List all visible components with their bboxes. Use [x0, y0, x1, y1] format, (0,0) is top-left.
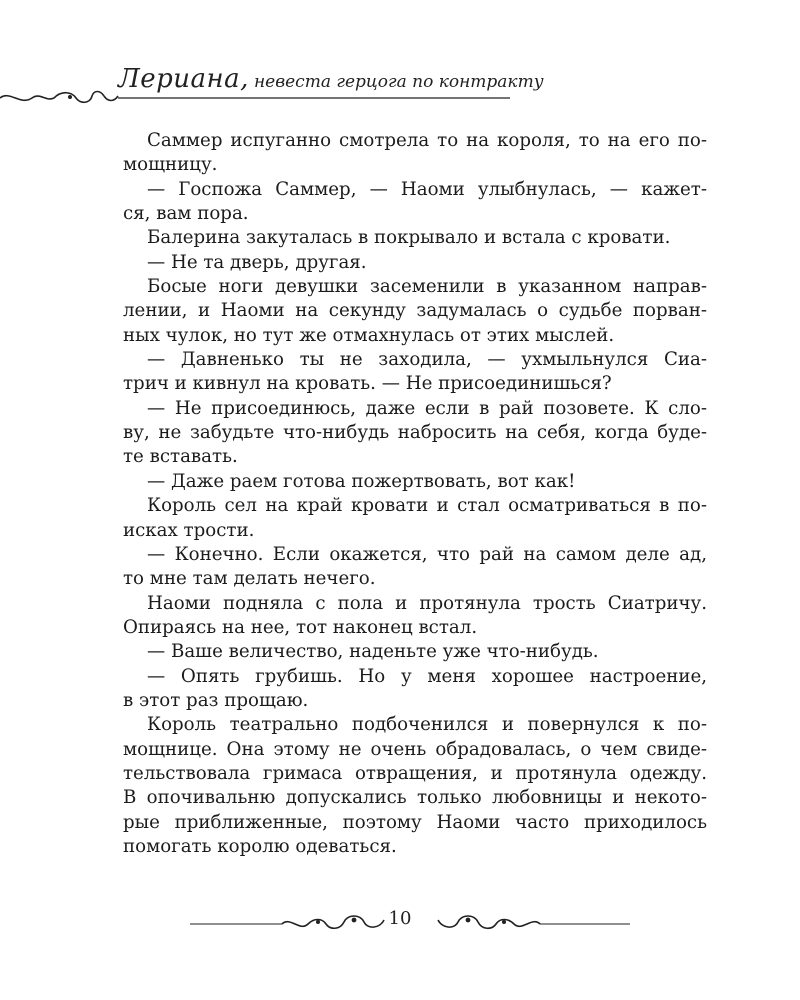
text-line: — Опять грубишь. Но у меня хорошее настроение, — [147, 665, 707, 687]
book-title — [118, 64, 544, 94]
text-line: Босые ноги девушки засеменили в указанном направ- — [147, 276, 707, 298]
text-line: — Давненько ты не заходила, — ухмыльнулся Сиа- — [147, 349, 707, 371]
text-line: — Ваше величество, наденьте уже что-нибудь. — [147, 641, 599, 663]
text-line: В опочивальню допускались только любовницы и некото- — [123, 787, 707, 809]
text-line: ву, не забудьте что-нибудь набросить на себя, когда буде- — [123, 422, 707, 444]
text-line: — Даже раем готова пожертвовать, вот как! — [147, 470, 576, 492]
text-line: — Не присоединюсь, даже если в рай позовете. К сло- — [147, 397, 707, 419]
text-line: мощнице. Она этому не очень обрадовалась, о чем свиде- — [123, 738, 707, 760]
text-line: тельствовала гримаса отвращения, и протянула одежду. — [123, 762, 707, 784]
text-line: в этот раз прощаю. — [123, 689, 309, 711]
page-footer — [0, 908, 800, 938]
text-line: — Не та дверь, другая. — [147, 251, 367, 273]
text-line: — Конечно. Если окажется, что рай на самом деле ад, — [147, 543, 707, 565]
book-title-rest: невеста герцога по контракту — [253, 72, 544, 92]
text-line: мощницу. — [123, 154, 218, 176]
text-line: исках трости. — [123, 519, 255, 541]
page-body — [123, 129, 707, 859]
text-line: рые приближенные, поэтому Наоми часто приходилось — [123, 811, 707, 833]
text-line: Саммер испуганно смотрела то на короля, то на его по- — [147, 130, 707, 151]
footer-right-flourish-icon — [432, 908, 632, 938]
text-line: Король театрально подбоченился и повернулся к по- — [147, 714, 707, 736]
page-number: 10 — [388, 908, 412, 929]
text-line: — Госпожа Саммер, — Наоми улыбнулась, — кажет- — [147, 178, 707, 200]
text-line: то мне там делать нечего. — [123, 568, 376, 590]
text-line: ных чулок, но тут же отмахнулась от этих мыслей. — [123, 324, 615, 346]
text-line: те вставать. — [123, 446, 238, 468]
text-line: ся, вам пора. — [123, 203, 249, 225]
text-line: Король сел на край кровати и стал осматриваться в по- — [147, 495, 707, 517]
text-line: трич и кивнул на кровать. — Не присоединишься? — [123, 373, 612, 395]
text-line: Опираясь на нее, тот наконец встал. — [123, 616, 478, 638]
text-line: лении, и Наоми на секунду задумалась о судьбе порван- — [123, 300, 707, 322]
text-line: Наоми подняла с пола и протянула трость Сиатричу. — [147, 592, 707, 614]
text-line: Балерина закуталась в покрывало и встала с кровати. — [147, 227, 671, 249]
running-header — [0, 60, 800, 120]
book-title-main: Лериана, — [118, 64, 249, 94]
text-line: помогать королю одеваться. — [123, 835, 397, 857]
